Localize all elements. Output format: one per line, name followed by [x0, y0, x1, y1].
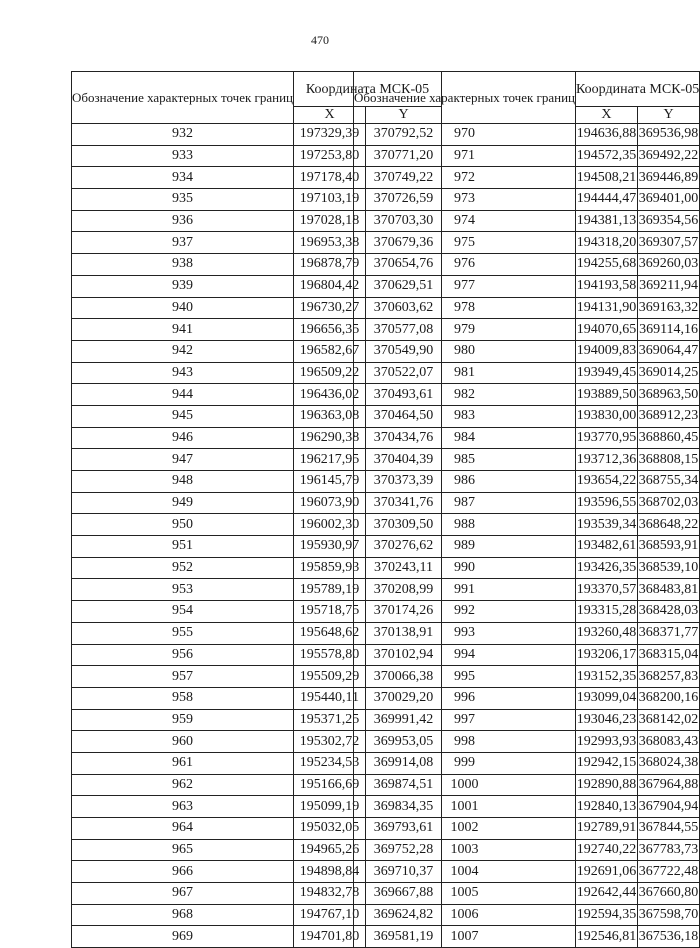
y-coordinate-cell: 369834,35 [366, 796, 442, 818]
y-coordinate-cell: 369446,89 [637, 167, 699, 189]
x-coordinate-cell: 195509,29 [294, 666, 366, 688]
point-number-cell: 971 [354, 145, 576, 167]
y-coordinate-cell: 367783,73 [637, 839, 699, 861]
table-row [354, 883, 700, 905]
point-number-cell: 946 [72, 427, 294, 449]
x-coordinate-cell: 192740,22 [576, 839, 638, 861]
x-coordinate-cell: 192789,91 [576, 818, 638, 840]
y-coordinate-cell: 369211,94 [637, 275, 699, 297]
table-row [354, 839, 700, 861]
x-coordinate-cell: 193770,95 [576, 427, 638, 449]
point-number-cell: 992 [354, 601, 576, 623]
x-coordinate-cell: 196363,08 [294, 405, 366, 427]
x-coordinate-cell: 193830,00 [576, 405, 638, 427]
table-row [354, 427, 700, 449]
y-coordinate-cell: 370493,61 [366, 384, 442, 406]
x-coordinate-cell: 194767,10 [294, 904, 366, 926]
y-coordinate-cell: 370309,50 [366, 514, 442, 536]
point-number-cell: 988 [354, 514, 576, 536]
point-number-cell: 940 [72, 297, 294, 319]
point-number-cell: 964 [72, 818, 294, 840]
x-coordinate-cell: 193260,48 [576, 622, 638, 644]
x-coordinate-cell: 194965,26 [294, 839, 366, 861]
y-coordinate-cell: 370066,38 [366, 666, 442, 688]
point-number-cell: 993 [354, 622, 576, 644]
x-coordinate-cell: 195718,75 [294, 601, 366, 623]
x-coordinate-cell: 194636,88 [576, 124, 638, 146]
table-row [354, 145, 700, 167]
y-coordinate-cell: 369064,47 [637, 340, 699, 362]
point-number-cell: 953 [72, 579, 294, 601]
point-number-cell: 932 [72, 124, 294, 146]
x-coordinate-cell: 196002,30 [294, 514, 366, 536]
y-coordinate-cell: 369163,32 [637, 297, 699, 319]
point-number-cell: 934 [72, 167, 294, 189]
y-coordinate-cell: 369354,56 [637, 210, 699, 232]
point-number-cell: 1003 [354, 839, 576, 861]
point-number-cell: 948 [72, 471, 294, 493]
y-coordinate-cell: 370522,07 [366, 362, 442, 384]
x-coordinate-cell: 192642,44 [576, 883, 638, 905]
x-coordinate-cell: 197028,18 [294, 210, 366, 232]
x-coordinate-cell: 196073,90 [294, 492, 366, 514]
x-coordinate-cell: 194255,68 [576, 254, 638, 276]
y-coordinate-cell: 368083,43 [637, 731, 699, 753]
x-coordinate-cell: 194131,90 [576, 297, 638, 319]
x-coordinate-cell: 194009,83 [576, 340, 638, 362]
y-coordinate-cell: 367964,88 [637, 774, 699, 796]
table-row [354, 384, 700, 406]
table-row [354, 297, 700, 319]
y-coordinate-cell: 369260,03 [637, 254, 699, 276]
x-coordinate-cell: 195099,19 [294, 796, 366, 818]
x-coordinate-cell: 194572,35 [576, 145, 638, 167]
point-number-cell: 937 [72, 232, 294, 254]
y-coordinate-cell: 370341,76 [366, 492, 442, 514]
table-row [354, 687, 700, 709]
point-number-cell: 999 [354, 752, 576, 774]
y-coordinate-cell: 367536,18 [637, 926, 699, 948]
y-coordinate-cell: 369536,98 [637, 124, 699, 146]
table-row [354, 579, 700, 601]
point-number-cell: 956 [72, 644, 294, 666]
point-number-cell: 961 [72, 752, 294, 774]
point-number-cell: 938 [72, 254, 294, 276]
table-row [354, 644, 700, 666]
x-coordinate-cell: 194508,21 [576, 167, 638, 189]
point-number-cell: 960 [72, 731, 294, 753]
x-coordinate-cell: 195032,05 [294, 818, 366, 840]
table-body [354, 124, 700, 948]
point-number-cell: 955 [72, 622, 294, 644]
x-coordinate-cell: 196217,95 [294, 449, 366, 471]
y-coordinate-cell: 369492,22 [637, 145, 699, 167]
point-number-cell: 957 [72, 666, 294, 688]
x-coordinate-cell: 194070,65 [576, 319, 638, 341]
x-coordinate-cell: 197329,39 [294, 124, 366, 146]
x-coordinate-cell: 196145,79 [294, 471, 366, 493]
y-coordinate-cell: 368539,10 [637, 557, 699, 579]
header-x: X [576, 107, 638, 124]
y-coordinate-cell: 369991,42 [366, 709, 442, 731]
y-coordinate-cell: 370726,59 [366, 189, 442, 211]
table-row [354, 340, 700, 362]
y-coordinate-cell: 370434,76 [366, 427, 442, 449]
y-coordinate-cell: 369710,37 [366, 861, 442, 883]
point-number-cell: 952 [72, 557, 294, 579]
y-coordinate-cell: 367660,80 [637, 883, 699, 905]
point-number-cell: 968 [72, 904, 294, 926]
table-row [354, 818, 700, 840]
y-coordinate-cell: 370029,20 [366, 687, 442, 709]
header-x: X [294, 107, 366, 124]
header-coordinates: Координата МСК-05 [294, 72, 442, 107]
table-row [354, 926, 700, 948]
table-row [354, 709, 700, 731]
point-number-cell: 1005 [354, 883, 576, 905]
x-coordinate-cell: 192840,13 [576, 796, 638, 818]
point-number-cell: 936 [72, 210, 294, 232]
x-coordinate-cell: 195166,69 [294, 774, 366, 796]
table-row [354, 449, 700, 471]
x-coordinate-cell: 196582,67 [294, 340, 366, 362]
y-coordinate-cell: 368371,77 [637, 622, 699, 644]
point-number-cell: 976 [354, 254, 576, 276]
point-number-cell: 973 [354, 189, 576, 211]
point-number-cell: 983 [354, 405, 576, 427]
x-coordinate-cell: 192993,93 [576, 731, 638, 753]
x-coordinate-cell: 192546,81 [576, 926, 638, 948]
y-coordinate-cell: 370771,20 [366, 145, 442, 167]
x-coordinate-cell: 195789,19 [294, 579, 366, 601]
point-number-cell: 959 [72, 709, 294, 731]
y-coordinate-cell: 369667,88 [366, 883, 442, 905]
y-coordinate-cell: 370243,11 [366, 557, 442, 579]
x-coordinate-cell: 193889,50 [576, 384, 638, 406]
point-number-cell: 954 [72, 601, 294, 623]
point-number-cell: 978 [354, 297, 576, 319]
x-coordinate-cell: 195578,80 [294, 644, 366, 666]
y-coordinate-cell: 369914,08 [366, 752, 442, 774]
x-coordinate-cell: 196953,38 [294, 232, 366, 254]
y-coordinate-cell: 370749,22 [366, 167, 442, 189]
table-row [354, 232, 700, 254]
point-number-cell: 944 [72, 384, 294, 406]
point-number-cell: 986 [354, 471, 576, 493]
point-number-cell: 985 [354, 449, 576, 471]
coordinates-table-right [353, 71, 700, 948]
point-number-cell: 990 [354, 557, 576, 579]
x-coordinate-cell: 196509,22 [294, 362, 366, 384]
y-coordinate-cell: 368648,22 [637, 514, 699, 536]
x-coordinate-cell: 193654,22 [576, 471, 638, 493]
x-coordinate-cell: 196436,02 [294, 384, 366, 406]
point-number-cell: 941 [72, 319, 294, 341]
point-number-cell: 981 [354, 362, 576, 384]
y-coordinate-cell: 369793,61 [366, 818, 442, 840]
table-row [354, 796, 700, 818]
table-row [354, 319, 700, 341]
point-number-cell: 1002 [354, 818, 576, 840]
table-row [354, 492, 700, 514]
y-coordinate-cell: 369401,00 [637, 189, 699, 211]
x-coordinate-cell: 193206,17 [576, 644, 638, 666]
table-row [354, 601, 700, 623]
point-number-cell: 989 [354, 536, 576, 558]
table-row [354, 514, 700, 536]
point-number-cell: 967 [72, 883, 294, 905]
x-coordinate-cell: 195302,72 [294, 731, 366, 753]
y-coordinate-cell: 369953,05 [366, 731, 442, 753]
y-coordinate-cell: 370102,94 [366, 644, 442, 666]
x-coordinate-cell: 197253,80 [294, 145, 366, 167]
x-coordinate-cell: 193949,45 [576, 362, 638, 384]
x-coordinate-cell: 196290,38 [294, 427, 366, 449]
x-coordinate-cell: 195234,53 [294, 752, 366, 774]
x-coordinate-cell: 192890,88 [576, 774, 638, 796]
point-number-cell: 1006 [354, 904, 576, 926]
point-number-cell: 977 [354, 275, 576, 297]
point-number-cell: 997 [354, 709, 576, 731]
x-coordinate-cell: 193712,36 [576, 449, 638, 471]
table-row [354, 405, 700, 427]
x-coordinate-cell: 195648,62 [294, 622, 366, 644]
y-coordinate-cell: 369624,82 [366, 904, 442, 926]
y-coordinate-cell: 368257,83 [637, 666, 699, 688]
table-row [354, 362, 700, 384]
header-designation: Обозначение характерных точек границ [354, 72, 576, 124]
y-coordinate-cell: 370577,08 [366, 319, 442, 341]
point-number-cell: 1004 [354, 861, 576, 883]
header-y: Y [366, 107, 442, 124]
x-coordinate-cell: 193482,61 [576, 536, 638, 558]
y-coordinate-cell: 368702,03 [637, 492, 699, 514]
y-coordinate-cell: 370138,91 [366, 622, 442, 644]
x-coordinate-cell: 197103,19 [294, 189, 366, 211]
point-number-cell: 935 [72, 189, 294, 211]
x-coordinate-cell: 195859,93 [294, 557, 366, 579]
table-row [354, 557, 700, 579]
table-row [354, 124, 700, 146]
y-coordinate-cell: 370792,52 [366, 124, 442, 146]
point-number-cell: 998 [354, 731, 576, 753]
x-coordinate-cell: 193315,28 [576, 601, 638, 623]
point-number-cell: 965 [72, 839, 294, 861]
point-number-cell: 1001 [354, 796, 576, 818]
x-coordinate-cell: 194832,78 [294, 883, 366, 905]
point-number-cell: 996 [354, 687, 576, 709]
x-coordinate-cell: 197178,40 [294, 167, 366, 189]
y-coordinate-cell: 369752,28 [366, 839, 442, 861]
point-number-cell: 974 [354, 210, 576, 232]
point-number-cell: 945 [72, 405, 294, 427]
table-row [354, 210, 700, 232]
y-coordinate-cell: 370276,62 [366, 536, 442, 558]
y-coordinate-cell: 370679,36 [366, 232, 442, 254]
point-number-cell: 979 [354, 319, 576, 341]
x-coordinate-cell: 193539,34 [576, 514, 638, 536]
x-coordinate-cell: 192594,35 [576, 904, 638, 926]
y-coordinate-cell: 370654,76 [366, 254, 442, 276]
x-coordinate-cell: 194381,13 [576, 210, 638, 232]
y-coordinate-cell: 369307,57 [637, 232, 699, 254]
point-number-cell: 984 [354, 427, 576, 449]
x-coordinate-cell: 196730,27 [294, 297, 366, 319]
y-coordinate-cell: 368912,23 [637, 405, 699, 427]
x-coordinate-cell: 193046,23 [576, 709, 638, 731]
y-coordinate-cell: 368808,15 [637, 449, 699, 471]
point-number-cell: 994 [354, 644, 576, 666]
point-number-cell: 962 [72, 774, 294, 796]
y-coordinate-cell: 368200,16 [637, 687, 699, 709]
x-coordinate-cell: 195930,97 [294, 536, 366, 558]
point-number-cell: 966 [72, 861, 294, 883]
point-number-cell: 1000 [354, 774, 576, 796]
x-coordinate-cell: 194898,84 [294, 861, 366, 883]
y-coordinate-cell: 370629,51 [366, 275, 442, 297]
table-row [354, 752, 700, 774]
y-coordinate-cell: 370174,26 [366, 601, 442, 623]
y-coordinate-cell: 367598,70 [637, 904, 699, 926]
y-coordinate-cell: 370208,99 [366, 579, 442, 601]
table-row [354, 622, 700, 644]
x-coordinate-cell: 192691,06 [576, 861, 638, 883]
point-number-cell: 970 [354, 124, 576, 146]
point-number-cell: 949 [72, 492, 294, 514]
point-number-cell: 958 [72, 687, 294, 709]
point-number-cell: 987 [354, 492, 576, 514]
header-y: Y [637, 107, 699, 124]
table-row [354, 254, 700, 276]
table-row [354, 536, 700, 558]
table-row [354, 861, 700, 883]
y-coordinate-cell: 368593,91 [637, 536, 699, 558]
table-row [354, 666, 700, 688]
point-number-cell: 995 [354, 666, 576, 688]
y-coordinate-cell: 368860,45 [637, 427, 699, 449]
point-number-cell: 991 [354, 579, 576, 601]
y-coordinate-cell: 370603,62 [366, 297, 442, 319]
table-row [354, 731, 700, 753]
point-number-cell: 933 [72, 145, 294, 167]
x-coordinate-cell: 196804,42 [294, 275, 366, 297]
x-coordinate-cell: 193099,04 [576, 687, 638, 709]
page-number: 470 [311, 33, 329, 47]
y-coordinate-cell: 368142,02 [637, 709, 699, 731]
table-row [354, 167, 700, 189]
point-number-cell: 972 [354, 167, 576, 189]
x-coordinate-cell: 194193,58 [576, 275, 638, 297]
point-number-cell: 975 [354, 232, 576, 254]
y-coordinate-cell: 368024,38 [637, 752, 699, 774]
x-coordinate-cell: 193152,35 [576, 666, 638, 688]
point-number-cell: 942 [72, 340, 294, 362]
table-row [354, 275, 700, 297]
y-coordinate-cell: 370404,39 [366, 449, 442, 471]
y-coordinate-cell: 368315,04 [637, 644, 699, 666]
x-coordinate-cell: 194701,80 [294, 926, 366, 948]
y-coordinate-cell: 367904,94 [637, 796, 699, 818]
y-coordinate-cell: 370549,90 [366, 340, 442, 362]
point-number-cell: 939 [72, 275, 294, 297]
x-coordinate-cell: 194318,20 [576, 232, 638, 254]
y-coordinate-cell: 368963,50 [637, 384, 699, 406]
y-coordinate-cell: 367722,48 [637, 861, 699, 883]
y-coordinate-cell: 369874,51 [366, 774, 442, 796]
point-number-cell: 980 [354, 340, 576, 362]
table-row [354, 774, 700, 796]
y-coordinate-cell: 367844,55 [637, 818, 699, 840]
x-coordinate-cell: 193426,35 [576, 557, 638, 579]
header-coordinates: Координата МСК-05 [576, 72, 700, 107]
x-coordinate-cell: 196878,79 [294, 254, 366, 276]
point-number-cell: 1007 [354, 926, 576, 948]
header-designation: Обозначение характерных точек границ [72, 72, 294, 124]
y-coordinate-cell: 369581,19 [366, 926, 442, 948]
x-coordinate-cell: 193370,57 [576, 579, 638, 601]
point-number-cell: 947 [72, 449, 294, 471]
point-number-cell: 969 [72, 926, 294, 948]
y-coordinate-cell: 368483,81 [637, 579, 699, 601]
y-coordinate-cell: 369114,16 [637, 319, 699, 341]
x-coordinate-cell: 195371,25 [294, 709, 366, 731]
table-row [354, 471, 700, 493]
y-coordinate-cell: 370464,50 [366, 405, 442, 427]
point-number-cell: 963 [72, 796, 294, 818]
point-number-cell: 951 [72, 536, 294, 558]
x-coordinate-cell: 195440,11 [294, 687, 366, 709]
table-row [354, 904, 700, 926]
y-coordinate-cell: 368428,03 [637, 601, 699, 623]
point-number-cell: 950 [72, 514, 294, 536]
x-coordinate-cell: 194444,47 [576, 189, 638, 211]
point-number-cell: 982 [354, 384, 576, 406]
x-coordinate-cell: 196656,35 [294, 319, 366, 341]
table-row [354, 189, 700, 211]
y-coordinate-cell: 369014,25 [637, 362, 699, 384]
x-coordinate-cell: 192942,15 [576, 752, 638, 774]
y-coordinate-cell: 368755,34 [637, 471, 699, 493]
point-number-cell: 943 [72, 362, 294, 384]
y-coordinate-cell: 370373,39 [366, 471, 442, 493]
y-coordinate-cell: 370703,30 [366, 210, 442, 232]
x-coordinate-cell: 193596,55 [576, 492, 638, 514]
